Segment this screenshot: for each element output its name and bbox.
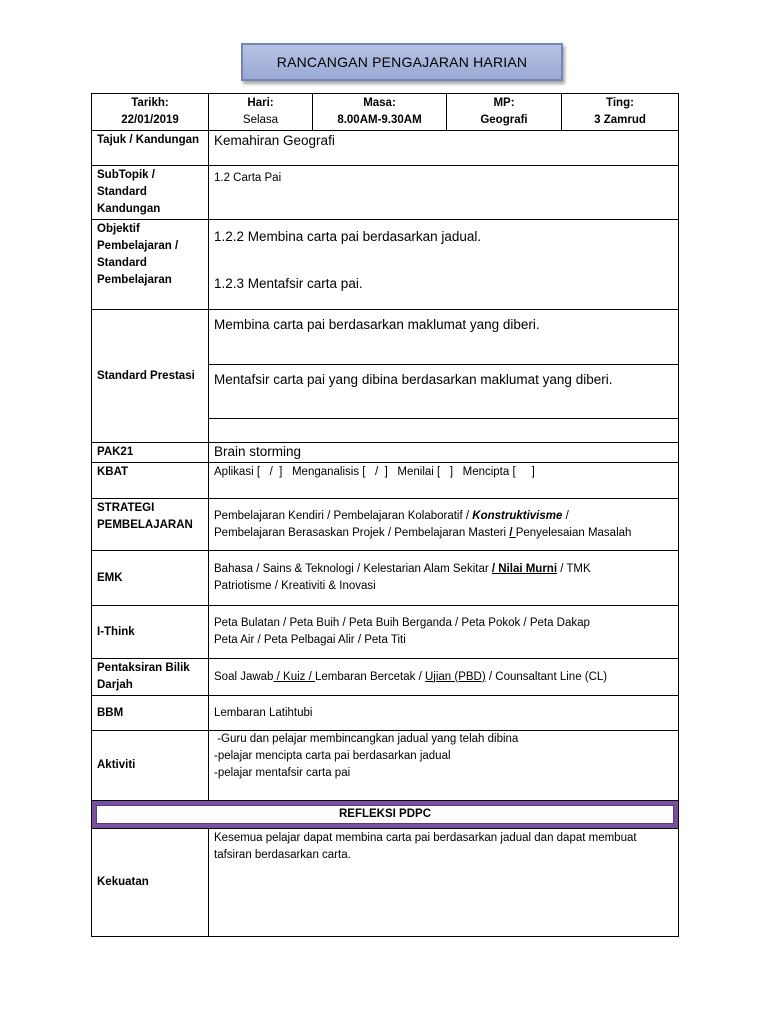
subtopik-label: SubTopik / Standard Kandungan <box>92 166 209 220</box>
prestasi-item-2: Mentafsir carta pai yang dibina berdasarkan maklumat yang diberi. <box>209 365 679 419</box>
aktiviti-item-3: -pelajar mentafsir carta pai <box>214 767 351 779</box>
strategi-text-f: Penyelesaian Masalah <box>515 526 632 539</box>
masa-label: Masa: <box>363 97 396 109</box>
document-title <box>241 43 563 81</box>
header-row <box>92 94 679 131</box>
kbat-value <box>209 463 679 499</box>
tarikh-value: 22/01/2019 <box>121 114 179 126</box>
emk-text-a: Bahasa / Sains & Teknologi / Kelestarian Alam Sekitar <box>214 563 492 575</box>
ting-cell <box>562 94 679 131</box>
ting-label: Ting: <box>606 97 634 109</box>
strategi-text-c: / <box>562 509 569 522</box>
masa-cell <box>313 94 447 131</box>
kbat-label: KBAT <box>92 463 209 499</box>
ithink-label: I-Think <box>92 606 209 659</box>
pak21-value: Brain storming <box>209 443 679 463</box>
emk-text-c: / TMK <box>557 563 591 575</box>
strategi-line-1 <box>214 508 673 525</box>
ting-value: 3 Zamrud <box>594 114 646 126</box>
objektif-item-2: 1.2.3 Mentafsir carta pai. <box>214 276 363 291</box>
kekuatan-row <box>92 829 679 937</box>
emk-line-1 <box>214 561 673 578</box>
ithink-cell <box>209 606 679 659</box>
aktiviti-item-2: -pelajar mencipta carta pai berdasarkan jadual <box>214 750 451 762</box>
pentaksiran-cell <box>209 659 679 696</box>
pentaksiran-text-e: / Counsaltant Line (CL) <box>485 670 608 683</box>
mp-cell <box>447 94 562 131</box>
emk-text-b: / Nilai Murni <box>491 563 558 575</box>
kbat-row <box>92 463 679 499</box>
strategi-label: STRATEGI PEMBELAJARAN <box>92 499 209 551</box>
mp-value: Geografi <box>480 114 528 126</box>
mp-label: MP: <box>493 97 515 109</box>
objektif-item-1: 1.2.2 Membina carta pai berdasarkan jadual. <box>214 229 482 244</box>
prestasi-row <box>92 310 679 365</box>
aktiviti-item-1: -Guru dan pelajar membincangkan jadual yang telah dibina <box>214 733 519 745</box>
tajuk-label: Tajuk / Kandungan <box>92 131 209 166</box>
strategi-text-e: / <box>509 526 516 539</box>
emk-cell <box>209 551 679 606</box>
subtopik-row <box>92 166 679 220</box>
aktiviti-cell <box>209 731 679 801</box>
bbm-label: BBM <box>92 696 209 731</box>
strategi-text-b: Konstruktivisme <box>472 509 563 522</box>
pentaksiran-text-a: Soal Jawab <box>214 670 274 683</box>
lesson-plan-table <box>91 93 679 937</box>
strategi-line-2 <box>214 525 673 542</box>
pak21-row <box>92 443 679 463</box>
kbat-value-text: Aplikasi [ / ] Menganalisis [ / ] Menilai [ ] Mencipta [ ] <box>214 466 535 478</box>
objektif-label: Objektif Pembelajaran / Standard Pembelajaran <box>92 220 209 310</box>
pak21-label: PAK21 <box>92 443 209 463</box>
bbm-row <box>92 696 679 731</box>
aktiviti-label: Aktiviti <box>92 731 209 801</box>
kekuatan-value: Kesemua pelajar dapat membina carta pai berdasarkan jadual dan dapat membuat tafsiran berdasarkan carta. <box>209 829 679 937</box>
hari-label: Hari: <box>247 97 274 109</box>
tajuk-row <box>92 131 679 166</box>
strategi-text-a: Pembelajaran Kendiri / Pembelajaran Kolaboratif / <box>214 509 473 522</box>
aktiviti-row <box>92 731 679 801</box>
prestasi-empty-cell <box>209 419 679 443</box>
prestasi-label: Standard Prestasi <box>92 310 209 443</box>
ithink-line-2: Peta Air / Peta Pelbagai Alir / Peta Titi <box>214 634 406 646</box>
emk-line-2: Patriotisme / Kreativiti & Inovasi <box>214 580 376 592</box>
emk-label: EMK <box>92 551 209 606</box>
hari-value: Selasa <box>242 114 279 126</box>
pentaksiran-text-b: / Kuiz / <box>273 670 316 683</box>
tajuk-value: Kemahiran Geografi <box>209 131 679 166</box>
emk-row <box>92 551 679 606</box>
bbm-value: Lembaran Latihtubi <box>209 696 679 731</box>
kekuatan-label: Kekuatan <box>92 829 209 937</box>
hari-cell <box>209 94 313 131</box>
strategi-row <box>92 499 679 551</box>
tarikh-cell <box>92 94 209 131</box>
prestasi-item-1: Membina carta pai berdasarkan maklumat yang diberi. <box>209 310 679 365</box>
strategi-text-d: Pembelajaran Berasaskan Projek / Pembelajaran Masteri <box>214 526 510 539</box>
tarikh-label: Tarikh: <box>131 97 169 109</box>
pentaksiran-row <box>92 659 679 696</box>
refleksi-row <box>92 801 679 829</box>
subtopik-value: 1.2 Carta Pai <box>209 166 679 220</box>
ithink-row <box>92 606 679 659</box>
objektif-row <box>92 220 679 310</box>
refleksi-band <box>92 801 679 829</box>
pentaksiran-text-d: Ujian (PBD) <box>424 670 486 683</box>
document-title-text: RANCANGAN PENGAJARAN HARIAN <box>276 54 528 70</box>
objektif-cell <box>209 220 679 310</box>
pentaksiran-text-c: Lembaran Bercetak / <box>315 670 425 683</box>
refleksi-heading: REFLEKSI PDPC <box>96 805 674 824</box>
pentaksiran-label: Pentaksiran Bilik Darjah <box>92 659 209 696</box>
strategi-cell <box>209 499 679 551</box>
ithink-line-1: Peta Bulatan / Peta Buih / Peta Buih Berganda / Peta Pokok / Peta Dakap <box>214 617 590 629</box>
masa-value: 8.00AM-9.30AM <box>337 114 422 126</box>
